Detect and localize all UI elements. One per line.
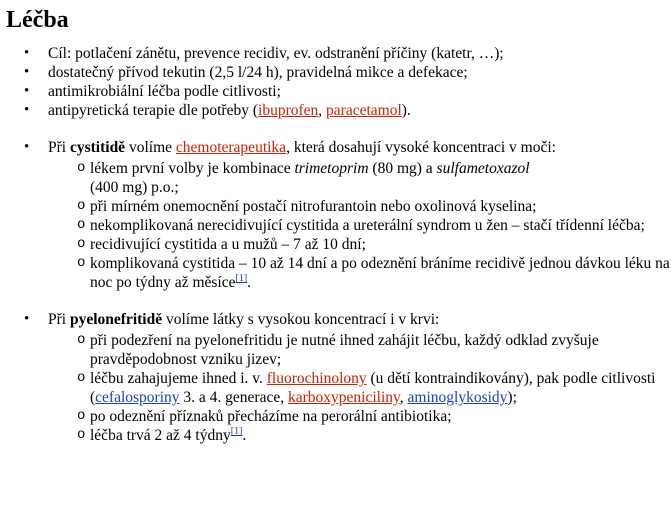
list-item [48,216,671,235]
list-item [6,101,671,120]
item-text: Při [48,311,70,328]
aminoglykosidy-link[interactable]: aminoglykosidy [407,389,508,406]
cystitis-term: cystitidě [69,139,126,156]
drug-sulfametoxazol: sulfametoxazol [436,160,530,177]
ibuprofen-link[interactable]: ibuprofen [258,102,319,119]
drug-trimetoprim: trimetoprim [294,160,369,177]
list-item [6,44,671,63]
list-item [48,235,671,254]
item-text-end: ); [507,389,517,406]
cystitis-sublist [48,159,671,292]
item-text: léčbu zahajujeme ihned i. v. [90,370,267,387]
separator: , [399,389,408,406]
list-item [48,369,671,407]
item-text: lékem první volby je kombinace [90,160,295,177]
item-text-end: . [242,427,247,444]
pyelonephritis-item [6,310,671,445]
pyelonephritis-section [6,310,671,445]
chemoterapeutika-link[interactable]: chemoterapeutika [175,139,287,156]
list-item [6,82,671,101]
cefalosporiny-link[interactable]: cefalosporiny [95,389,180,406]
item-text: po odeznění příznaků přecházíme na perorální antibiotika; [90,408,452,425]
fluorochinolony-link[interactable]: fluorochinolony [266,370,367,387]
pyelo-sublist [48,331,671,445]
item-text: recidivující cystitida a u mužů – 7 až 10 dní; [90,236,366,253]
item-text: léčba trvá 2 až 4 týdny [90,427,231,444]
item-text: (400 mg) p.o.; [90,179,179,196]
item-text-end: ). [401,102,411,119]
cystitis-item [6,138,671,292]
separator: , [318,102,327,119]
list-item [6,63,671,82]
reference-link[interactable]: [1] [230,425,243,437]
list-item [48,426,671,445]
item-text: (80 mg) a [368,160,437,177]
item-text: komplikovaná cystitida – 10 až 14 dní a po odeznění bráníme recidivě jednou dávkou léku na noc po týdny až měsíce [90,255,670,291]
item-text: při mírném onemocnění postačí nitrofurantoin nebo oxolinová kyselina; [90,198,537,215]
reference-link[interactable]: [1] [235,272,248,284]
item-text: při podezření na pyelonefritidu je nutné ihned zahájit léčbu, každý odklad zvyšuje pravděpodobnost vzniku jizev; [90,332,599,368]
paracetamol-link[interactable]: paracetamol [326,102,402,119]
list-item [48,407,671,426]
karboxypeniciliny-link[interactable]: karboxypeniciliny [287,389,400,406]
list-item [48,254,671,292]
item-text: Cíl: potlačení zánětu, prevence recidiv, ev. odstranění příčiny (katetr, …); [48,45,504,62]
list-item [48,159,671,197]
item-text: antipyretická terapie dle potřeby ( [48,102,259,119]
pyelonephritis-term: pyelonefritidě [69,311,163,328]
item-text: volíme látky s vysokou koncentrací i v krvi: [162,311,440,328]
list-item [48,331,671,369]
general-list [6,44,671,120]
item-text-end: . [247,274,252,291]
page-title: Léčba [6,7,69,33]
item-text: (u dětí kontraindikovány), pak podle citlivosti ( [90,370,656,406]
item-text: volíme [125,139,176,156]
item-text: antimikrobiální léčba podle citlivosti; [48,83,281,100]
list-item [48,197,671,216]
cystitis-section [6,138,671,292]
item-text: , která dosahují vysoké koncentraci v moči: [286,139,556,156]
item-text: 3. a 4. generace, [179,389,288,406]
item-text: Při [48,139,70,156]
item-text: dostatečný přívod tekutin (2,5 l/24 h), pravidelná mikce a defekace; [48,64,468,81]
item-text: nekomplikovaná nerecidivující cystitida a ureterální syndrom u žen – stačí třídenní léčba; [90,217,645,234]
